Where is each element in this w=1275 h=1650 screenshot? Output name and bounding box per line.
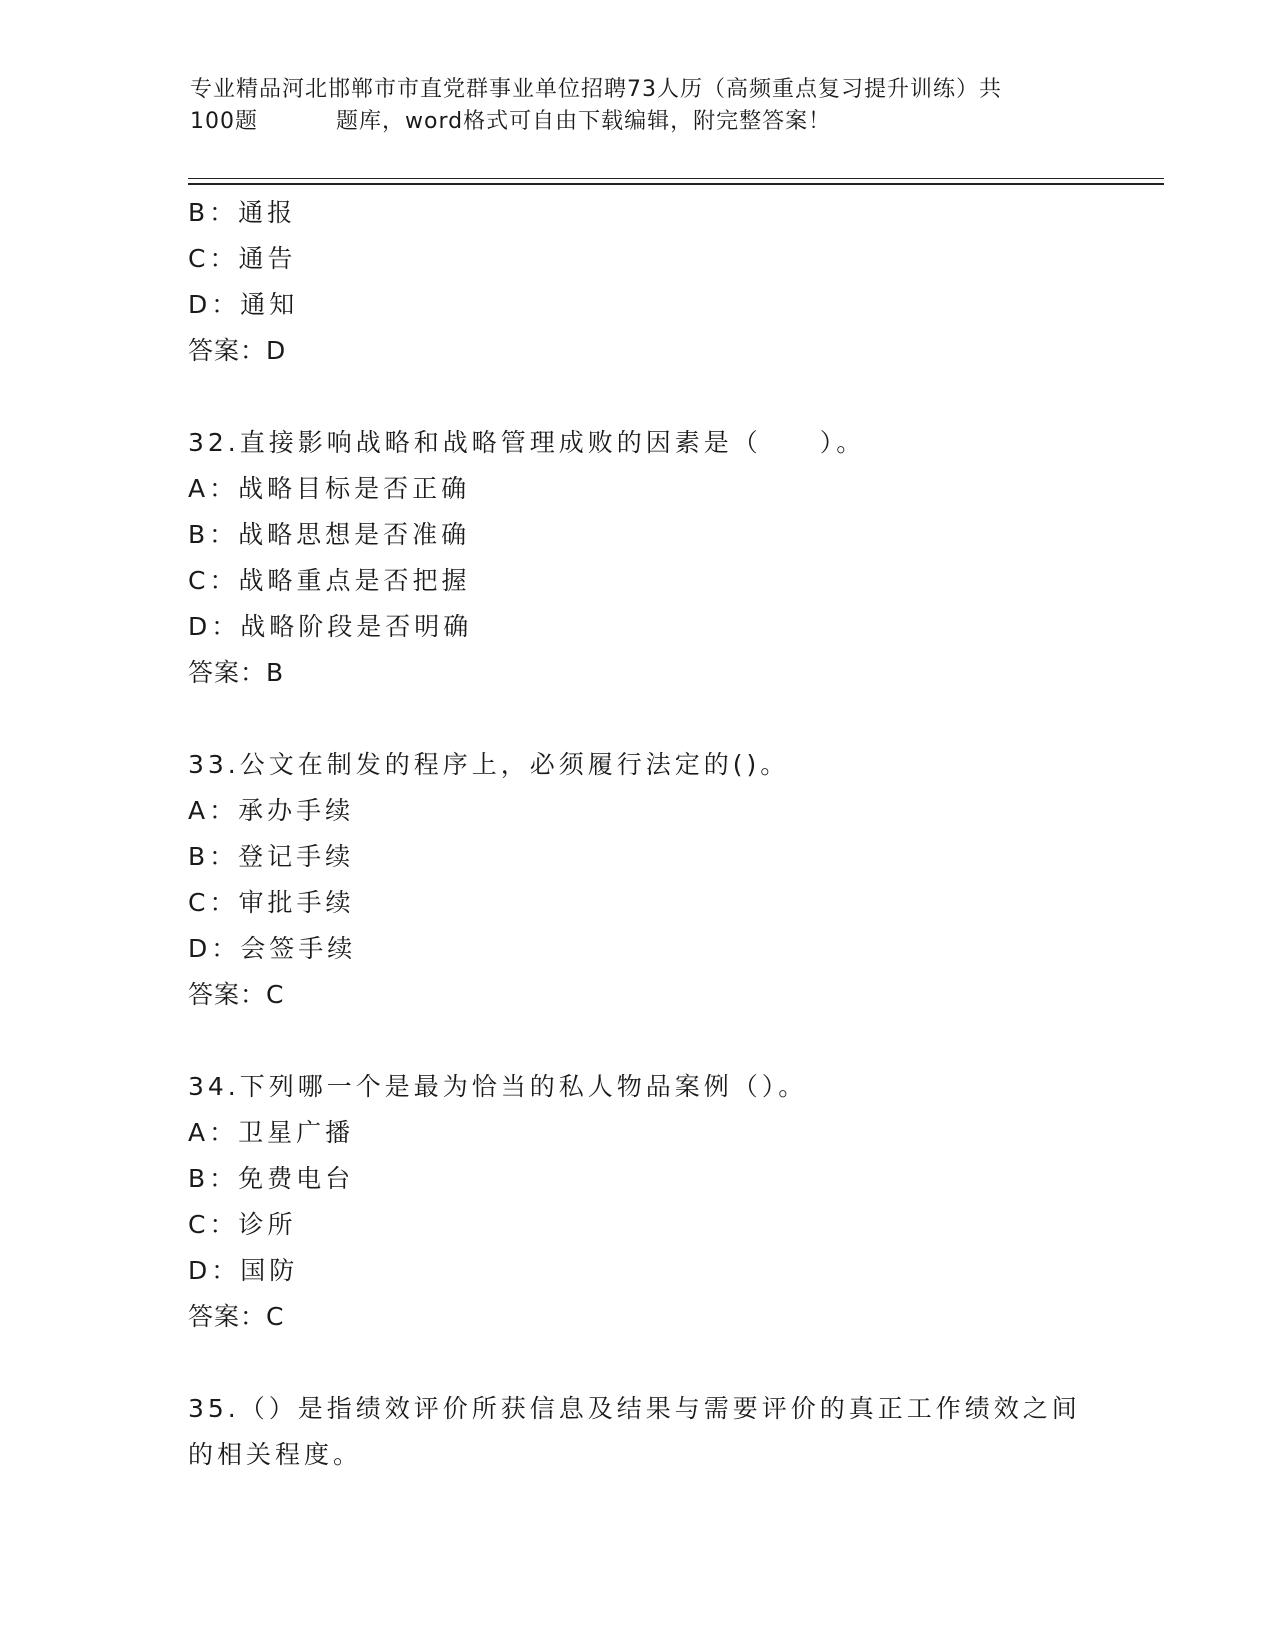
option-c: C：审批手续 bbox=[188, 888, 355, 917]
option-d: D：国防 bbox=[188, 1256, 299, 1285]
option-b: B：登记手续 bbox=[188, 842, 355, 871]
question-stem-34: 34.下列哪一个是最为恰当的私人物品案例（）。 bbox=[188, 1072, 808, 1101]
option-c: C：战略重点是否把握 bbox=[188, 566, 471, 595]
header-title-line1: 专业精品河北邯郸市市直党群事业单位招聘73人历（高频重点复习提升训练）共 bbox=[190, 77, 1002, 102]
option-b: B：通报 bbox=[188, 198, 297, 227]
answer: 答案：C bbox=[188, 1302, 285, 1331]
question-stem-35-line2: 的相关程度。 bbox=[188, 1440, 363, 1469]
option-a: A：卫星广播 bbox=[188, 1118, 355, 1147]
header-title-line2 bbox=[190, 106, 1090, 138]
header-divider-thin bbox=[188, 178, 1164, 179]
option-d: D：会签手续 bbox=[188, 934, 357, 963]
option-a: A：战略目标是否正确 bbox=[188, 474, 471, 503]
option-b: B：免费电台 bbox=[188, 1164, 355, 1193]
header-divider-thick bbox=[188, 183, 1164, 185]
option-c: C：通告 bbox=[188, 244, 297, 273]
option-b: B：战略思想是否准确 bbox=[188, 520, 471, 549]
header-count: 100题 bbox=[190, 109, 258, 134]
question-stem-35-line1: 35.（）是指绩效评价所获信息及结果与需要评价的真正工作绩效之间 bbox=[188, 1394, 1081, 1423]
question-stem-32: 32.直接影响战略和战略管理成败的因素是（ ）。 bbox=[188, 428, 866, 457]
answer: 答案：D bbox=[188, 336, 287, 365]
question-stem-35 bbox=[188, 1386, 1088, 1478]
option-d: D：通知 bbox=[188, 290, 299, 319]
answer: 答案：B bbox=[188, 658, 285, 687]
document-header bbox=[190, 74, 1090, 138]
header-description: 题库，word格式可自由下载编辑，附完整答案！ bbox=[336, 109, 832, 134]
option-d: D：战略阶段是否明确 bbox=[188, 612, 473, 641]
option-a: A：承办手续 bbox=[188, 796, 355, 825]
question-list bbox=[188, 190, 1128, 1478]
option-c: C：诊所 bbox=[188, 1210, 297, 1239]
answer: 答案：C bbox=[188, 980, 285, 1009]
question-stem-33: 33.公文在制发的程序上，必须履行法定的()。 bbox=[188, 750, 790, 779]
